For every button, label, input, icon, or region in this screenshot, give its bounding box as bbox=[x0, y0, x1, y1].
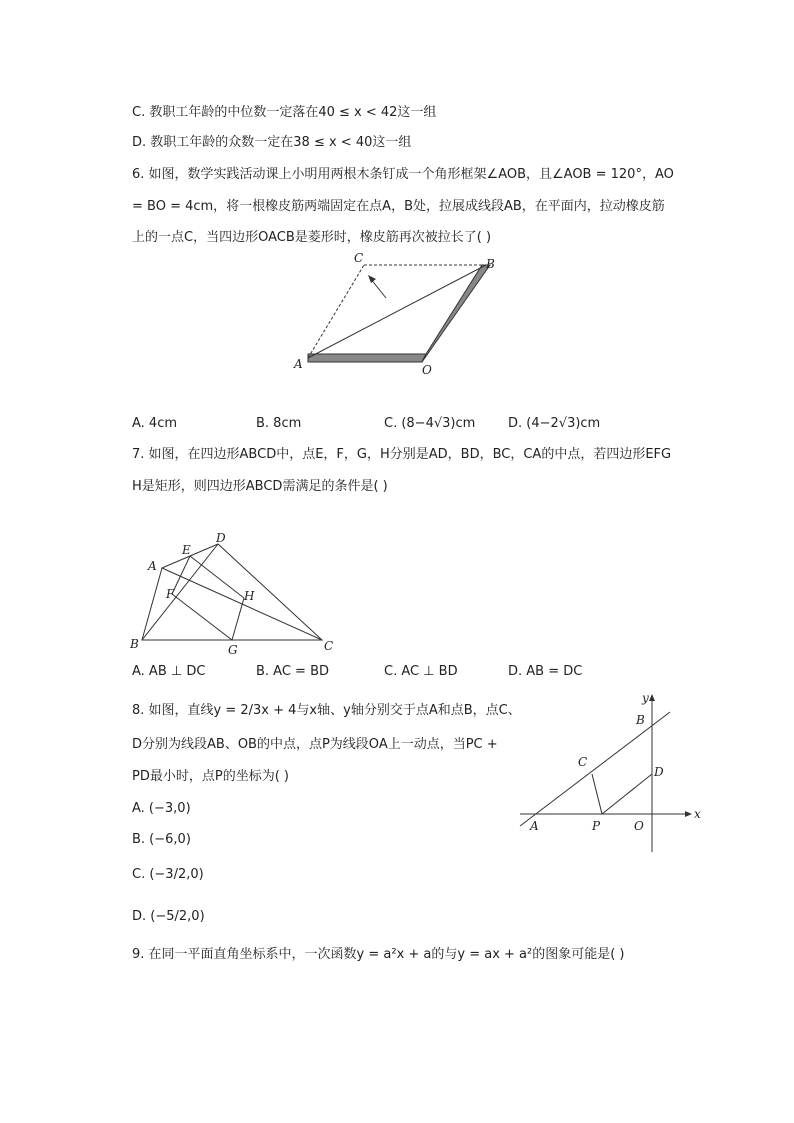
q6-dashed-ac bbox=[308, 265, 364, 358]
q8-label-d: D bbox=[654, 765, 664, 779]
q8-segment-pc bbox=[592, 774, 602, 814]
q7-label-e: E bbox=[182, 543, 191, 557]
q6-label-a: A bbox=[294, 357, 303, 371]
q6-figure-rhombus bbox=[290, 248, 510, 378]
q7-option-c[interactable]: C. AC ⊥ BD bbox=[384, 664, 458, 679]
q7-label-c: C bbox=[324, 639, 334, 653]
q8-option-a[interactable]: A. (−3,0) bbox=[132, 801, 191, 816]
q8-option-b[interactable]: B. (−6,0) bbox=[132, 832, 191, 847]
q6-option-a[interactable]: A. 4cm bbox=[132, 416, 178, 431]
q7-quad-efgh bbox=[172, 556, 244, 640]
q6-bar-ao bbox=[308, 354, 426, 362]
q7-label-f: F bbox=[166, 587, 175, 601]
q8-stem-line1: 8. 如图，直线y = 2/3x + 4与x轴、y轴分别交于点A和点B，点C、 bbox=[132, 703, 521, 718]
q8-label-b: B bbox=[636, 713, 645, 727]
q6-arrow-head bbox=[368, 275, 376, 283]
q9-stem-line1: 9. 在同一平面直角坐标系中，一次函数y = a²x + a的与y = ax + a²的图象可能是( ) bbox=[132, 947, 625, 962]
q7-label-h: H bbox=[244, 589, 255, 603]
q6-bar-ob bbox=[422, 265, 490, 362]
q8-label-p: P bbox=[592, 819, 601, 833]
q6-label-o: O bbox=[422, 363, 432, 377]
q6-label-c: C bbox=[354, 251, 364, 265]
q8-option-d[interactable]: D. (−5/2,0) bbox=[132, 909, 205, 924]
q8-label-c: C bbox=[578, 755, 588, 769]
q6-option-d[interactable]: D. (4−2√3)cm bbox=[508, 416, 601, 431]
q6-segment-ab bbox=[308, 265, 486, 358]
q7-label-a: A bbox=[148, 559, 157, 573]
q5-option-c: C. 教职工年龄的中位数一定落在40 ≤ x < 42这一组 bbox=[132, 105, 437, 120]
q6-stem-line3: 上的一点C，当四边形OACB是菱形时，橡皮筋再次被拉长了( ) bbox=[132, 230, 492, 245]
q5-option-d: D. 教职工年龄的众数一定在38 ≤ x < 40这一组 bbox=[132, 135, 412, 150]
q8-label-x: x bbox=[694, 807, 701, 821]
q6-stem-line2: = BO = 4cm，将一根橡皮筋两端固定在点A，B处，拉展成线段AB，在平面内，拉动橡皮筋 bbox=[132, 199, 665, 214]
q8-stem-line3: PD最小时，点P的坐标为( ) bbox=[132, 769, 289, 784]
q7-label-g: G bbox=[228, 643, 238, 657]
q8-option-c[interactable]: C. (−3/2,0) bbox=[132, 867, 204, 882]
q6-label-b: B bbox=[486, 257, 495, 271]
q7-figure-quadrilateral bbox=[120, 528, 350, 658]
q8-label-y: y bbox=[642, 691, 649, 705]
q7-stem-line2: H是矩形，则四边形ABCD需满足的条件是( ) bbox=[132, 479, 388, 494]
q8-line-ab bbox=[520, 712, 670, 826]
q8-x-axis-arrow bbox=[685, 811, 692, 817]
q8-figure-coordinate bbox=[510, 690, 700, 860]
q8-label-a: A bbox=[530, 819, 539, 833]
q8-y-axis-arrow bbox=[649, 694, 655, 701]
q7-stem-line1: 7. 如图，在四边形ABCD中，点E，F，G，H分别是AD，BD，BC，CA的中点，若四边形EFG bbox=[132, 447, 672, 462]
q7-label-d: D bbox=[216, 531, 226, 545]
q6-stem-line1: 6. 如图，数学实践活动课上小明用两根木条钉成一个角形框架∠AOB，且∠AOB = 120°，AO bbox=[132, 167, 674, 182]
q6-option-c[interactable]: C. (8−4√3)cm bbox=[384, 416, 476, 431]
q7-option-b[interactable]: B. AC = BD bbox=[256, 664, 330, 679]
q8-stem-line2: D分别为线段AB、OB的中点，点P为线段OA上一动点，当PC + bbox=[132, 737, 498, 752]
q7-option-a[interactable]: A. AB ⊥ DC bbox=[132, 664, 206, 679]
q8-label-o: O bbox=[634, 819, 644, 833]
q8-segment-pd bbox=[602, 774, 652, 814]
q7-label-b: B bbox=[130, 637, 139, 651]
q7-option-d[interactable]: D. AB = DC bbox=[508, 664, 583, 679]
q6-option-b[interactable]: B. 8cm bbox=[256, 416, 302, 431]
